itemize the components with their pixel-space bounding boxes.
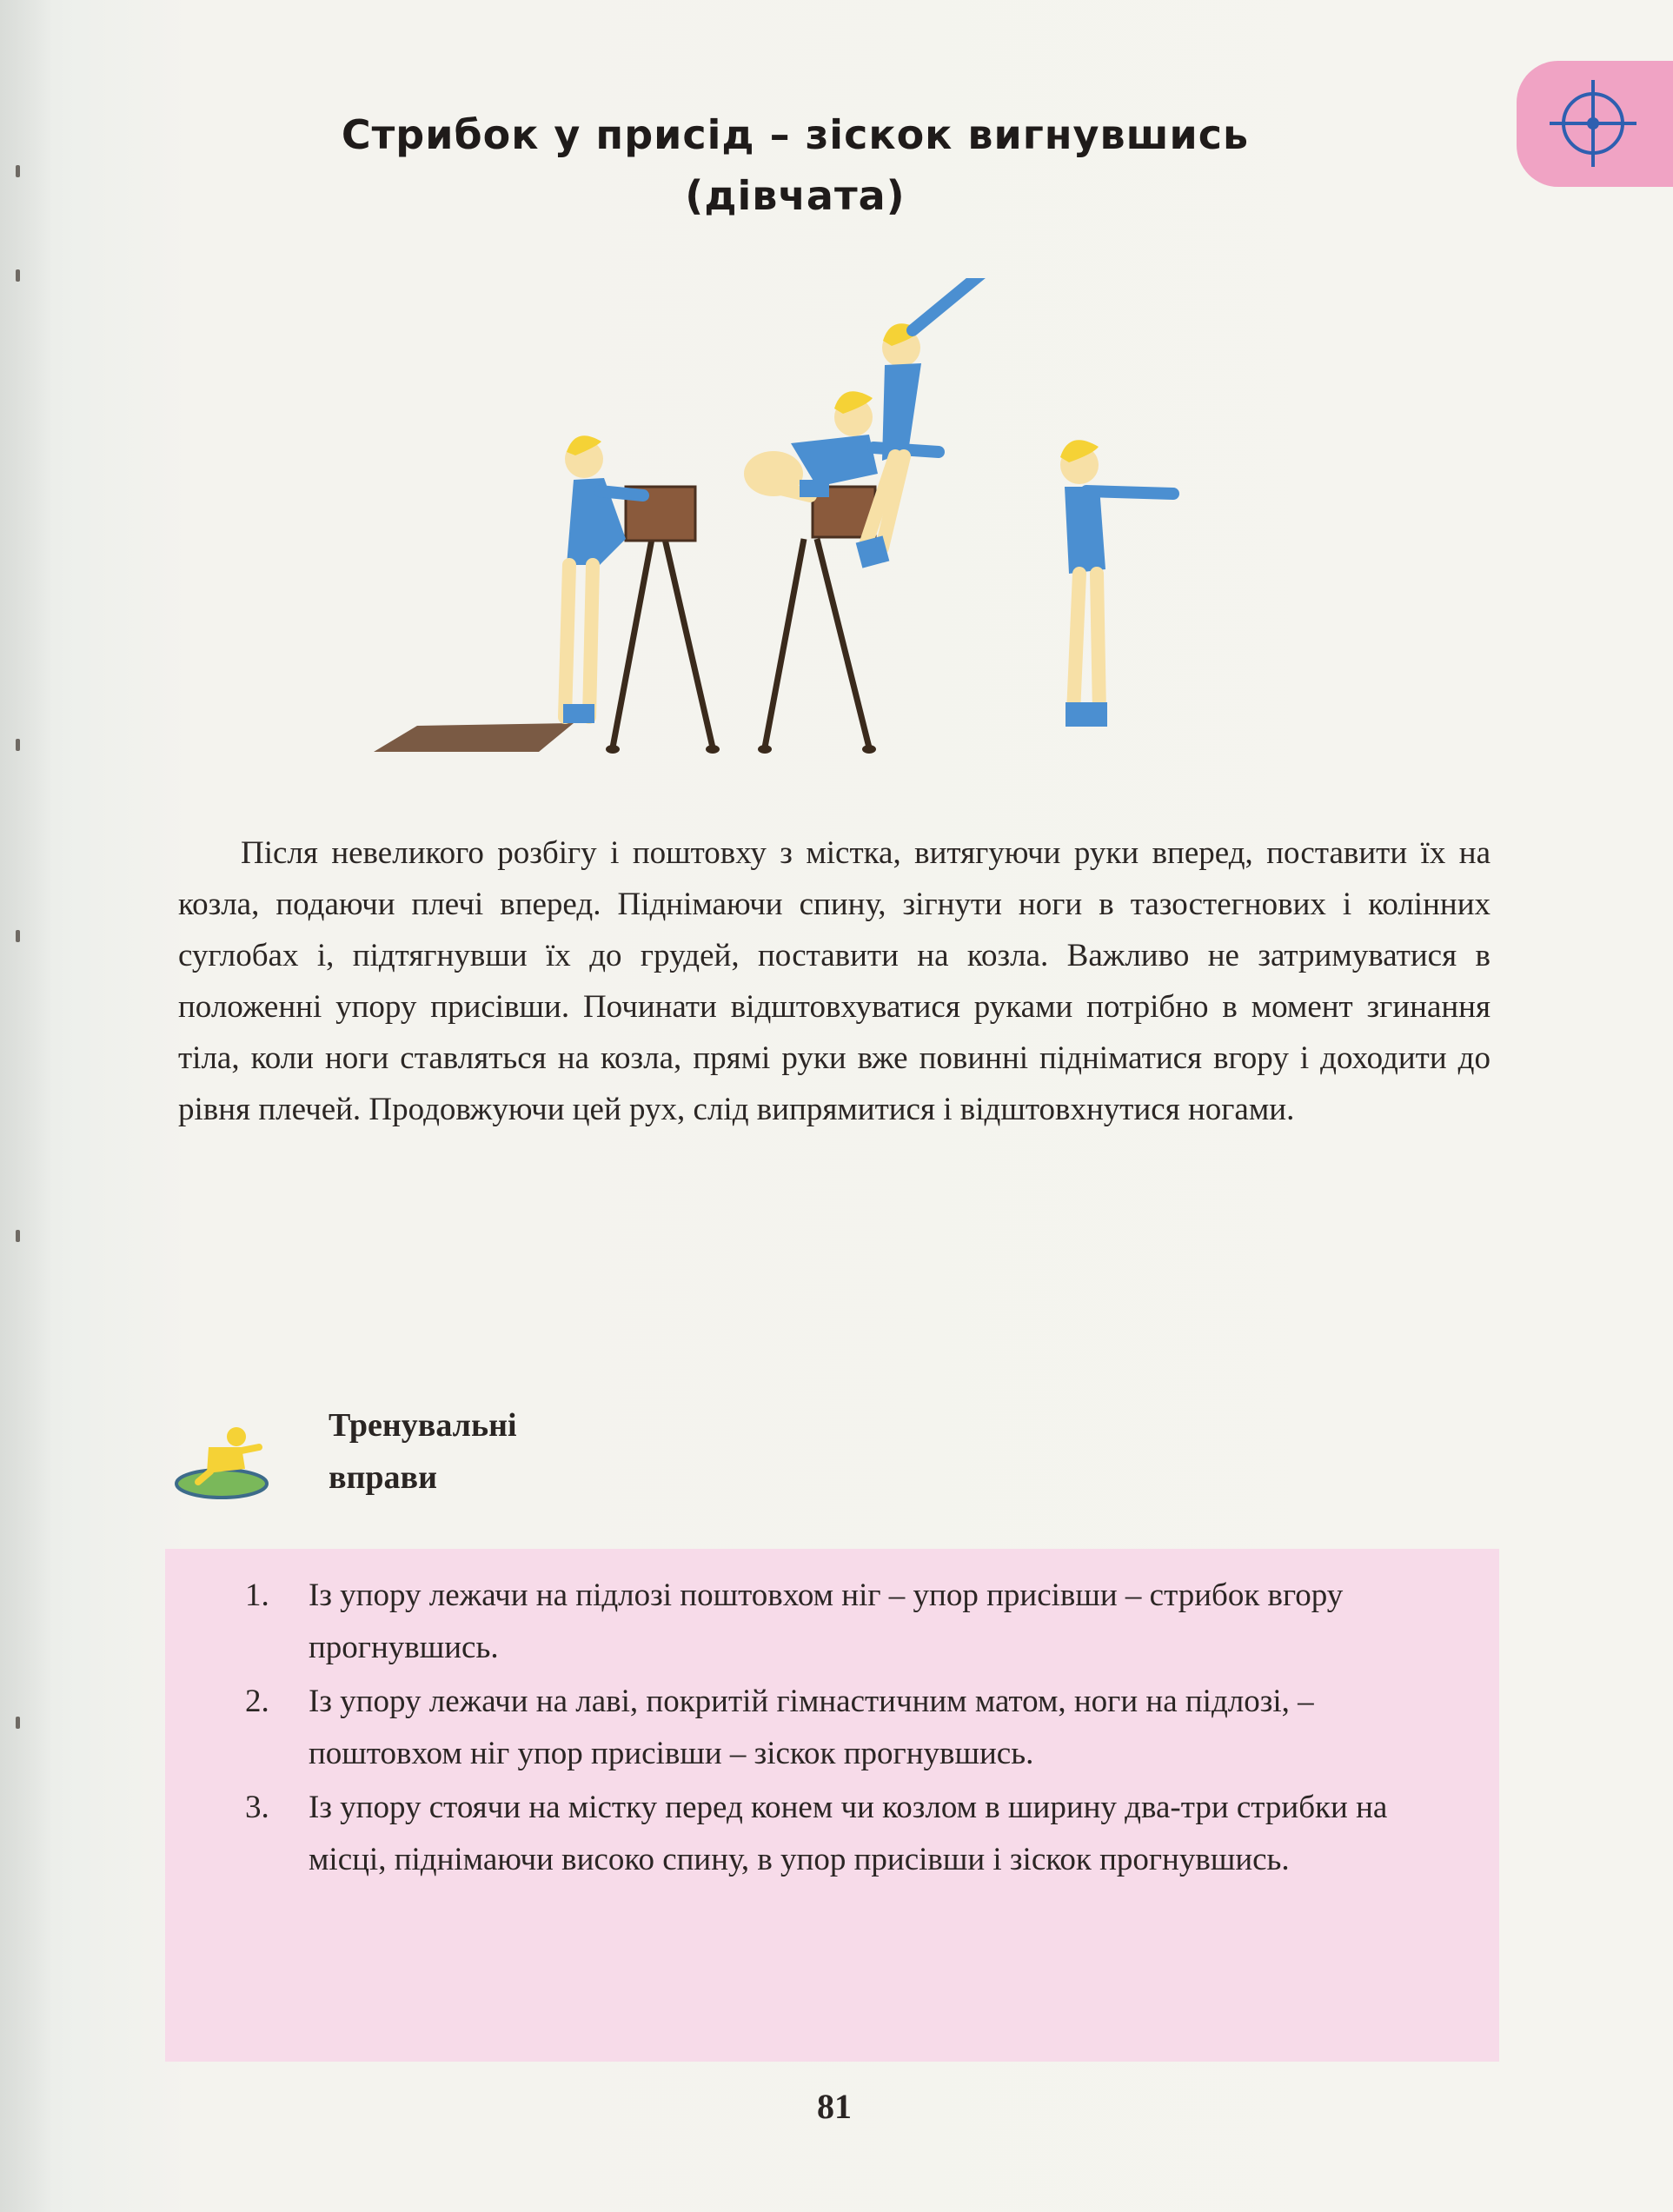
title-line-2: (дівчата) (685, 172, 906, 219)
vaulting-horse-2 (758, 487, 876, 754)
exercise-text: Із упору лежачи на підлозі поштовхом ніг – упор присівши – стрибок вгору прогнувшись. (309, 1578, 1344, 1665)
exercise-box (165, 1549, 1499, 2062)
exercise-text: Із упору лежачи на лаві, покритій гімнастичним матом, ноги на підлозі, – поштовхом ніг упор присівши – зіскок прогнувшись. (309, 1684, 1314, 1771)
springboard-mat (374, 723, 574, 752)
training-heading-line-2: вправи (329, 1459, 437, 1496)
gymnast-figure-1 (563, 435, 643, 723)
page-number: 81 (817, 2087, 852, 2126)
exercise-text: Із упору стоячи на містку перед конем чи козлом в ширину два-три стрибки на місці, піднімаючи високо спину, в упор присівши і зіскок прогнувшись. (309, 1790, 1388, 1877)
exercise-item (165, 1782, 1499, 1886)
instruction-text (178, 827, 1490, 1135)
page-gutter-shadow (0, 0, 52, 2212)
training-heading-line-1: Тренувальні (329, 1407, 517, 1444)
gymnast-figure-4 (1060, 440, 1173, 727)
training-heading (329, 1399, 676, 1504)
edge-mark (16, 165, 20, 177)
edge-mark (16, 739, 20, 751)
target-crosshair-icon (1541, 71, 1645, 176)
exercise-number: 1. (245, 1578, 269, 1613)
training-figure-icon (174, 1421, 269, 1504)
edge-mark (16, 1717, 20, 1729)
edge-mark (16, 1230, 20, 1242)
page-title (217, 104, 1373, 226)
exercise-list (165, 1570, 1499, 1888)
gymnast-figure-3 (856, 278, 986, 568)
title-line-1: Стрибок у присід – зіскок вигнувшись (341, 111, 1250, 158)
edge-mark (16, 930, 20, 942)
exercise-number: 3. (245, 1790, 269, 1825)
edge-mark (16, 269, 20, 282)
vaulting-horse-1 (606, 487, 720, 754)
exercise-number: 2. (245, 1684, 269, 1719)
gymnast-vault-illustration (365, 278, 1234, 765)
exercise-item (165, 1676, 1499, 1780)
instruction-paragraph: Після невеликого розбігу і поштовху з містка, витягуючи руки вперед, поставити їх на козла, подаючи плечі вперед. Піднімаючи спину, зігнути ноги в тазостегнових і колінних суглобах і, підтягнувши їх до грудей, поставити на козла. Важливо не затримуватися в положенні упору присівши. Починати відштовхуватися руками потрібно в момент згинання тіла, коли ноги ставляться на козла, прямі руки вже повинні підніматися вгору і доходити до рівня плечей. Продовжуючи цей рух, слід випрямитися і відштовхнутися ногами. (178, 835, 1490, 1127)
section-tab (1517, 61, 1673, 187)
exercise-item (165, 1570, 1499, 1674)
